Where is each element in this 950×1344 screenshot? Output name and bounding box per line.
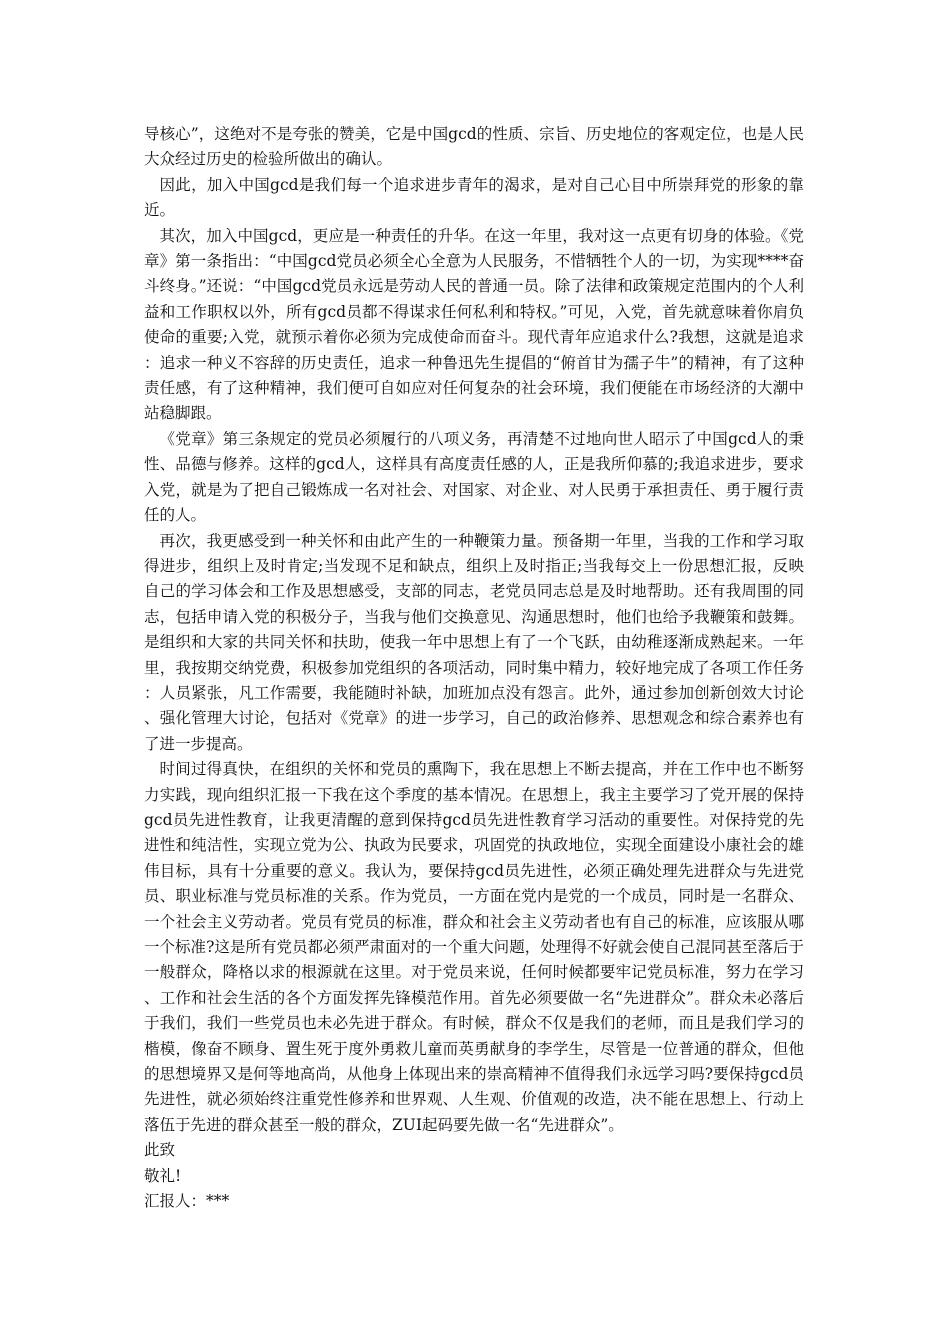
paragraph-3: 其次，加入中国gcd，更应是一种责任的升华。在这一年里，我对这一点更有切身的体验。《党章》第一条指出：“中国gcd党员必须全心全意为人民服务，不惜牺牲个人的一切，为实现****奋斗终身。”还说：“中国gcd党员永远是劳动人民的普通一员。除了法律和政策规定范围内的个人利益和工作职权以外，所有gcd员都不得谋求任何私利和特权。”可见，入党，首先就意味着你肩负使命的重要;入党，就预示着你必须为完成使命而奋斗。现代青年应追求什么?我想，这就是追求：追求一种义不容辞的历史责任，追求一种鲁迅先生提倡的“俯首甘为孺子牛”的精神，有了这种责任感，有了这种精神，我们便可自如应对任何复杂的社会环境，我们便能在市场经济的大潮中站稳脚跟。: [144, 226, 804, 423]
document-page: [144, 122, 804, 1214]
paragraph-5: 再次，我更感受到一种关怀和由此产生的一种鞭策力量。预备期一年里，当我的工作和学习取得进步，组织上及时肯定;当发现不足和缺点，组织上及时指正;当我每交上一份思想汇报，反映自己的学习体会和工作及思想感受，支部的同志，老党员同志总是及时地帮助。还有我周围的同志，包括申请入党的积极分子，当我与他们交换意见、沟通思想时，他们也给予我鞭策和鼓舞。是组织和大家的共同关怀和扶助，使我一年中思想上有了一个飞跃，由幼稚逐渐成熟起来。一年里，我按期交纳党费，积极参加党组织的各项活动，同时集中精力，较好地完成了各项工作任务：人员紧张，凡工作需要，我能随时补缺，加班加点没有怨言。此外，通过参加创新创效大讨论、强化管理大讨论，包括对《党章》的进一步学习，自己的政治修养、思想观念和综合素养也有了进一步提高。: [144, 531, 804, 753]
paragraph-2: 因此，加入中国gcd是我们每一个追求进步青年的渴求，是对自己心目中所崇拜党的形象的靠近。: [144, 175, 804, 220]
paragraph-4: 《党章》第三条规定的党员必须履行的八项义务，再清楚不过地向世人昭示了中国gcd人的秉性、品德与修养。这样的gcd人，这样具有高度责任感的人，正是我所仰慕的;我追求进步，要求入党，就是为了把自己锻炼成一名对社会、对国家、对企业、对人民勇于承担责任、勇于履行责任的人。: [144, 429, 804, 525]
paragraph-6: 时间过得真快，在组织的关怀和党员的熏陶下，我在思想上不断去提高，并在工作中也不断努力实践，现向组织汇报一下我在这个季度的基本情况。在思想上，我主主要学习了党开展的保持gcd员先进性教育，让我更清醒的意到保持gcd员先进性教育学习活动的重要性。对保持党的先进性和纯洁性，实现立党为公、执政为民要求，巩固党的执政地位，实现全面建设小康社会的雄伟目标，具有十分重要的意义。我认为，要保持gcd员先进性，必须正确处理先进群众与先进党员、职业标准与党员标准的关系。作为党员，一方面在党内是党的一个成员，同时是一名群众、一个社会主义劳动者。党员有党员的标准，群众和社会主义劳动者也有自己的标准，应该服从哪一个标准?这是所有党员都必须严肃面对的一个重大问题，处理得不好就会使自己混同甚至落后于一般群众，降格以求的根源就在这里。对于党员来说，任何时候都要牢记党员标准，努力在学习、工作和社会生活的各个方面发挥先锋模范作用。首先必须要做一名“先进群众”。群众未必落后于我们，我们一些党员也未必先进于群众。有时候，群众不仅是我们的老师，而且是我们学习的楷模，像奋不顾身、置生死于度外勇救儿童而英勇献身的李学生，尽管是一位普通的群众，但他的思想境界又是何等地高尚，从他身上体现出来的崇高精神不值得我们永远学习吗?要保持gcd员先进性，就必须始终注重党性修养和世界观、人生观、价值观的改造，决不能在思想上、行动上落伍于先进的群众甚至一般的群众，ZUI起码要先做一名“先进群众”。: [144, 760, 804, 1134]
closing-reporter: 汇报人：***: [144, 1192, 230, 1211]
paragraph-1: 导核心”，这绝对不是夸张的赞美，它是中国gcd的性质、宗旨、历史地位的客观定位，也是人民大众经过历史的检验所做出的确认。: [144, 125, 804, 169]
closing-respect: 敬礼!: [144, 1166, 182, 1185]
closing-salutation: 此致: [144, 1141, 176, 1160]
